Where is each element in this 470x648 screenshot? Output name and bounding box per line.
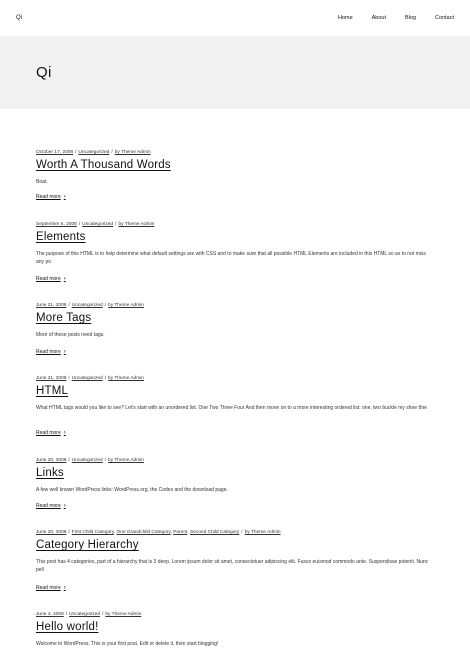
post-author[interactable]: by Theme Admin <box>108 376 144 381</box>
post-excerpt: The purpose of this HTML is to help determine what default settings are with CSS and to make sure that all possible HTML Elements are included in this HTML so as to not miss any po <box>36 251 426 266</box>
post-date[interactable]: June 20, 2008 <box>36 458 67 463</box>
post-date[interactable]: October 17, 2008 <box>36 150 74 155</box>
meta-separator: / <box>78 222 81 227</box>
meta-separator: / <box>115 222 117 227</box>
post-excerpt: This post has 4 categories, part of a hierarchy that is 3 deep. Lorem ipsum dolor sit amet, consectetuer adipiscing elit. Fusce euismod commodo ante. Suspendisse potenti. Nunc pell <box>36 559 429 574</box>
chevron-right-icon: › <box>63 194 66 200</box>
post-meta <box>36 150 436 156</box>
post-title[interactable]: Category Hierarchy <box>36 539 139 551</box>
post-excerpt: Boat. <box>36 179 48 185</box>
read-more-label: Read more <box>36 349 61 355</box>
post-title[interactable]: More Tags <box>36 312 92 324</box>
meta-separator: / <box>104 458 107 463</box>
read-more-link[interactable] <box>36 194 66 200</box>
post-item <box>36 376 436 412</box>
post-excerpt: Welcome to WordPress. This is your first post. Edit or delete it, then start blogging! <box>36 641 219 647</box>
post-date[interactable]: June 20, 2008 <box>36 530 67 535</box>
post-date[interactable]: June 21, 2008 <box>36 376 67 381</box>
post-date[interactable]: June 21, 2008 <box>36 303 67 308</box>
post-title[interactable]: Worth A Thousand Words <box>36 159 171 171</box>
post-meta <box>36 222 436 228</box>
post-title[interactable]: Hello world! <box>36 621 99 633</box>
post-item <box>36 530 436 574</box>
nav-blog[interactable]: Blog <box>405 15 417 21</box>
meta-comma: , <box>113 530 117 535</box>
post-meta <box>36 303 436 309</box>
post-excerpt: What HTML tags would you like to see? Let's start with an unordered list. One Two Three Four And then move on to a more interesting ordered list: one, two buckle my shoe thre <box>36 405 428 411</box>
read-more-label: Read more <box>36 585 61 591</box>
meta-separator: / <box>75 150 77 155</box>
post-category[interactable]: Uncategorized <box>71 376 103 381</box>
read-more-label: Read more <box>36 194 61 200</box>
post-excerpt: A few well known WordPress links: WordPress.org, the Codex and the download page. <box>36 487 228 493</box>
site-title[interactable]: Qi <box>16 15 22 21</box>
post-item <box>36 222 436 266</box>
post-title[interactable]: Links <box>36 467 64 479</box>
post-item <box>36 150 436 186</box>
meta-separator: / <box>104 376 107 381</box>
post-author[interactable]: by Theme Admin <box>114 150 151 155</box>
chevron-right-icon: › <box>63 349 66 355</box>
read-more-link[interactable] <box>36 585 66 591</box>
post-item <box>36 612 436 648</box>
meta-separator: / <box>102 612 104 617</box>
read-more-label: Read more <box>36 503 61 509</box>
chevron-right-icon: › <box>63 430 66 436</box>
post-meta <box>36 530 436 536</box>
post-author[interactable]: by Theme Admin <box>108 458 144 463</box>
meta-separator: / <box>104 303 107 308</box>
meta-separator: / <box>111 150 113 155</box>
meta-separator: / <box>68 376 70 381</box>
nav-contact[interactable]: Contact <box>435 15 454 21</box>
meta-separator: / <box>65 612 68 617</box>
nav-about[interactable]: About <box>371 15 387 21</box>
chevron-right-icon: › <box>63 585 66 591</box>
post-category[interactable]: One Grandchild Category <box>116 530 171 535</box>
meta-separator: / <box>68 303 70 308</box>
post-meta <box>36 376 436 382</box>
site-header <box>0 0 470 36</box>
post-meta <box>36 458 436 464</box>
read-more-link[interactable] <box>36 349 66 355</box>
post-category[interactable]: Uncategorized <box>78 150 110 155</box>
post-date[interactable]: September 5, 2008 <box>36 222 77 227</box>
post-author[interactable]: by Theme Admin <box>244 530 281 535</box>
post-author[interactable]: by Theme Admin <box>108 303 144 308</box>
post-date[interactable]: June 4, 2008 <box>36 612 64 617</box>
chevron-right-icon: › <box>63 276 66 282</box>
post-meta <box>36 612 436 618</box>
meta-separator: / <box>68 530 70 535</box>
read-more-label: Read more <box>36 430 61 436</box>
main-nav <box>319 15 454 21</box>
post-category[interactable]: Uncategorized <box>71 303 103 308</box>
page-title: Qi <box>36 64 52 81</box>
post-category[interactable]: Parent <box>173 530 188 535</box>
post-excerpt: More of these posts need tags. <box>36 332 105 338</box>
meta-separator: / <box>241 530 243 535</box>
post-category[interactable]: Uncategorized <box>69 612 101 617</box>
post-author[interactable]: by Theme Admin <box>105 612 142 617</box>
post-category[interactable]: Second Child Category <box>190 530 240 535</box>
page-hero <box>0 36 470 109</box>
chevron-right-icon: › <box>63 503 66 509</box>
meta-comma: , <box>187 530 190 535</box>
post-category[interactable]: Uncategorized <box>71 458 103 463</box>
post-author[interactable]: by Theme Admin <box>118 222 155 227</box>
post-title[interactable]: HTML <box>36 385 69 397</box>
meta-separator: / <box>68 458 70 463</box>
post-title[interactable]: Elements <box>36 231 86 243</box>
read-more-link[interactable] <box>36 503 66 509</box>
nav-home[interactable]: Home <box>337 15 353 21</box>
read-more-link[interactable] <box>36 276 66 282</box>
read-more-link[interactable] <box>36 430 66 436</box>
post-category[interactable]: Uncategorized <box>82 222 114 227</box>
read-more-label: Read more <box>36 276 61 282</box>
post-item <box>36 458 436 494</box>
post-item <box>36 303 436 339</box>
meta-comma: , <box>170 530 174 535</box>
post-category[interactable]: First Child Category <box>71 530 114 535</box>
